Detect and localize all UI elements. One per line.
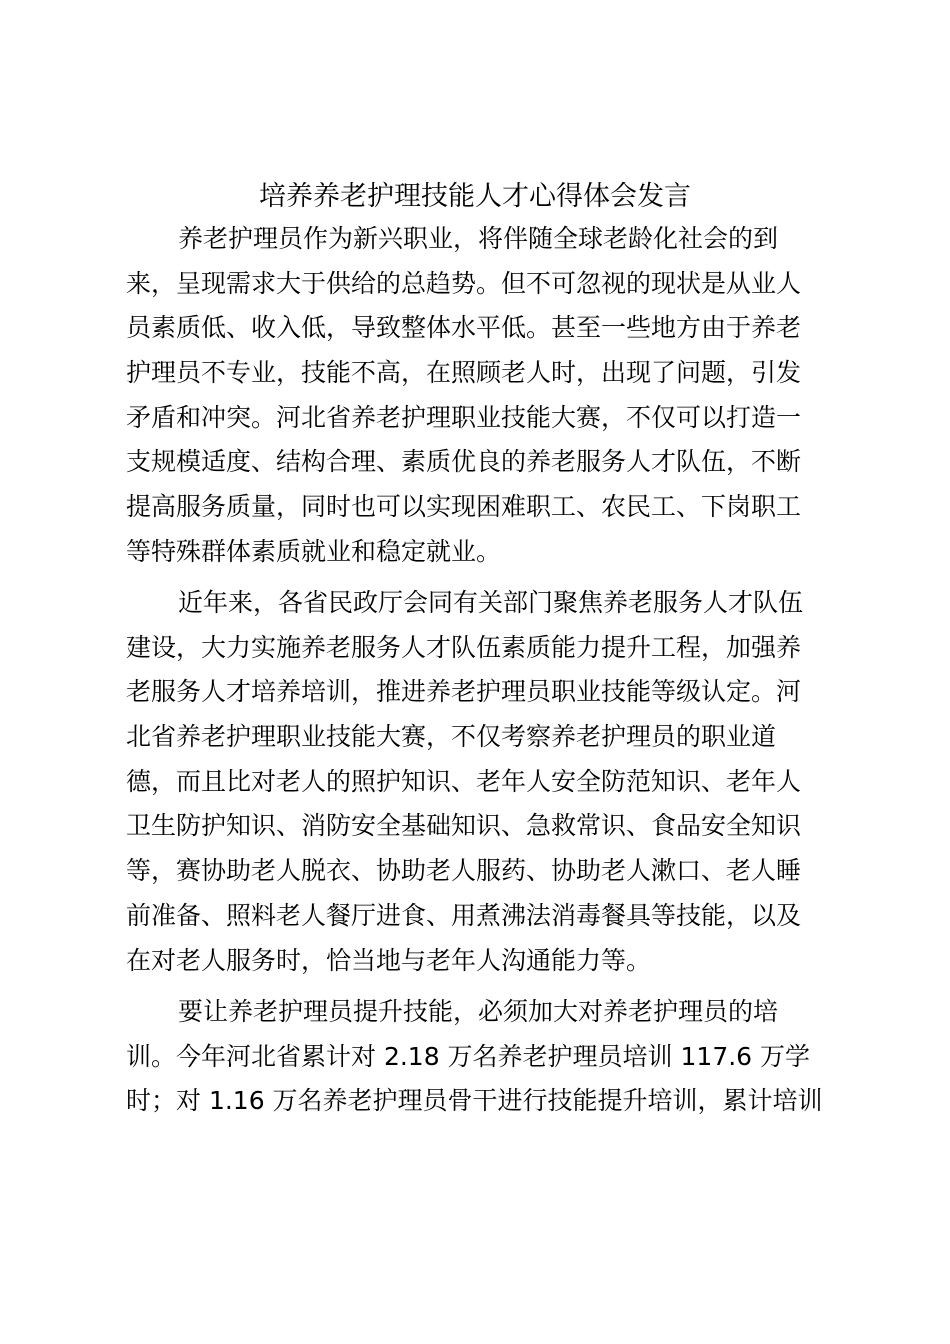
paragraph-line: 近年来，各省民政厅会同有关部门聚焦养老服务人才队伍 (178, 588, 804, 617)
paragraph-3 (126, 990, 826, 1124)
paragraph-line: 时；对 1.16 万名养老护理员骨干进行技能提升培训，累计培训 (126, 1086, 823, 1116)
paragraph-1 (126, 217, 826, 575)
paragraph-line: 员素质低、收入低，导致整体水平低。甚至一些地方由于养老 (126, 313, 802, 343)
paragraph-line: 护理员不专业，技能不高，在照顾老人时，出现了问题，引发 (126, 358, 802, 388)
paragraph-line: 养老护理员作为新兴职业，将伴随全球老龄化社会的到 (178, 224, 779, 253)
paragraph-2 (126, 581, 826, 983)
paragraph-line: 矛盾和冲突。河北省养老护理职业技能大赛，不仅可以打造一 (126, 402, 802, 432)
paragraph-line: 要让养老护理员提升技能，必须加大对养老护理员的培 (178, 997, 779, 1026)
paragraph-line: 德，而且比对老人的照护知识、老年人安全防范知识、老年人 (126, 766, 802, 796)
document-title: 培养养老护理技能人才心得体会发言 (259, 181, 691, 212)
paragraph-line: 建设，大力实施养老服务人才队伍素质能力提升工程，加强养 (126, 632, 802, 662)
paragraph-line: 训。今年河北省累计对 2.18 万名养老护理员培训 117.6 万学 (126, 1041, 811, 1071)
paragraph-line: 北省养老护理职业技能大赛，不仅考察养老护理员的职业道 (126, 722, 777, 752)
paragraph-line: 前准备、照料老人餐厅进食、用煮沸法消毒餐具等技能，以及 (126, 900, 802, 930)
paragraph-line: 来，呈现需求大于供给的总趋势。但不可忽视的现状是从业人 (126, 268, 802, 298)
paragraph-line: 老服务人才培养培训，推进养老护理员职业技能等级认定。河 (126, 677, 802, 707)
paragraph-line: 卫生防护知识、消防安全基础知识、急救常识、食品安全知识 (126, 811, 802, 841)
paragraph-line: 提高服务质量，同时也可以实现困难职工、农民工、下岗职工 (126, 492, 802, 522)
paragraph-line: 在对老人服务时，恰当地与老年人沟通能力等。 (126, 945, 652, 975)
paragraph-line: 等，赛协助老人脱衣、协助老人服药、协助老人漱口、老人睡 (126, 856, 802, 886)
paragraph-line: 支规模适度、结构合理、素质优良的养老服务人才队伍，不断 (126, 447, 802, 477)
paragraph-line: 等特殊群体素质就业和稳定就业。 (126, 536, 502, 566)
